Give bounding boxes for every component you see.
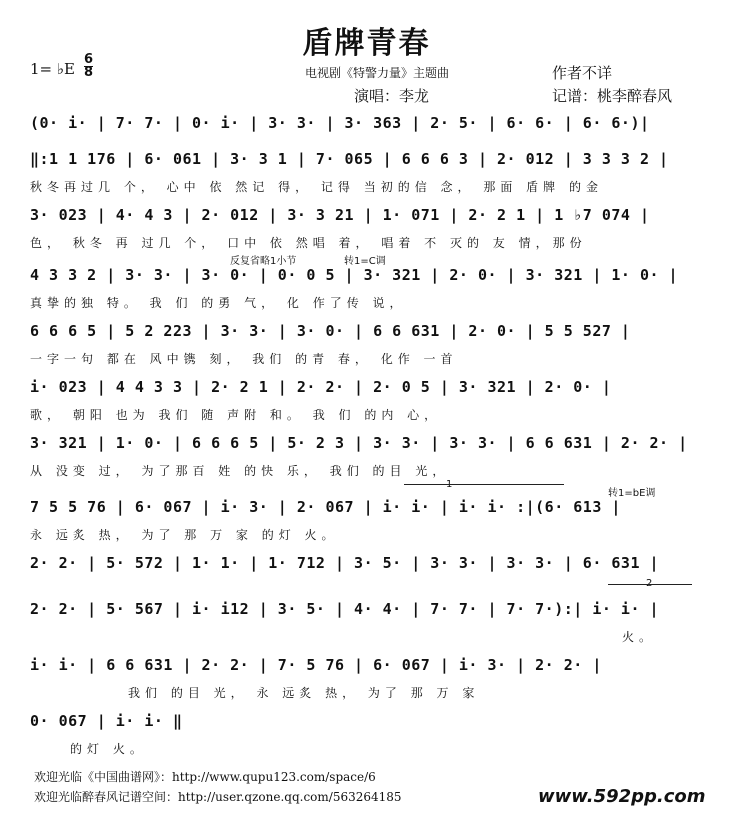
notes: 2· 2· | 5· 567 | i· i12 | 3· 5· | 4· 4· | 7· 7· | 7· 7·):| i· i· |: [30, 600, 660, 618]
notes: 4 3 3 2 | 3· 3· | 3· 0· | 0· 0 5 | 3· 321 | 2· 0· | 3· 321 | 1· 0· |: [30, 266, 679, 284]
score-line-6: [30, 378, 700, 440]
time-signature: [84, 54, 93, 79]
lyrics: 从 没变 过， 为了那百 姓 的快 乐， 我们 的目 光，: [30, 464, 450, 478]
lyrics: 真挚的独 特。 我 们 的勇 气， 化 作了传 说，: [30, 296, 407, 310]
score-line-2: [30, 150, 700, 212]
notes: ‖:1 1 176 | 6· 061 | 3· 3 1 | 7· 065 | 6 6 6 3 | 2· 012 | 3 3 3 2 |: [30, 150, 669, 168]
lyrics: 一字一句 都在 风中镌 刻， 我们 的青 春， 化作 一首: [30, 352, 458, 366]
notes: i· 023 | 4 4 3 3 | 2· 2 1 | 2· 2· | 2· 0 5 | 3· 321 | 2· 0· |: [30, 378, 612, 396]
volta-1-bracket: [404, 484, 564, 491]
lyrics: 色， 秋冬 再 过几 个， 口中 依 然唱 着， 唱着 不 灭的 友 情，那份: [30, 236, 587, 250]
composer: 作者不详: [552, 64, 613, 82]
lyrics: 歌， 朝阳 也为 我们 随 声附 和。 我 们 的内 心，: [30, 408, 442, 422]
notes: 6 6 6 5 | 5 2 223 | 3· 3· | 3· 0· | 6 6 631 | 2· 0· | 5 5 527 |: [30, 322, 631, 340]
notes: 3· 321 | 1· 0· | 6 6 6 5 | 5· 2 3 | 3· 3· | 3· 3· | 6 6 631 | 2· 2· |: [30, 434, 688, 452]
volta-2-bracket: [608, 584, 692, 591]
page-title: 盾牌青春: [302, 26, 431, 61]
subtitle: 电视剧《特警力量》主题曲: [305, 66, 450, 80]
volta-1-marker: 1: [446, 479, 453, 490]
footer-link-2[interactable]: 欢迎光临醉春风记谱空间：http://user.qzone.qq.com/563264185: [34, 790, 402, 804]
volta-2-marker: 2: [646, 578, 653, 589]
watermark-logo: www.592pp.com: [538, 786, 706, 807]
score-line-11: [30, 656, 700, 718]
notes: 2· 2· | 5· 572 | 1· 1· | 1· 712 | 3· 5· | 3· 3· | 3· 3· | 6· 631 |: [30, 554, 660, 572]
notes: 0· 067 | i· i· ‖: [30, 712, 183, 730]
arranger: 记谱：桃李醉春风: [552, 87, 673, 105]
notes: 7 5 5 76 | 6· 067 | i· 3· | 2· 067 | i· i· | i· i· :|(6· 613 |: [30, 498, 621, 516]
singer: 演唱：李龙: [354, 87, 430, 105]
modulation-be-annotation: 转1=bE调: [608, 488, 656, 499]
notes: i· i· | 6 6 631 | 2· 2· | 7· 5 76 | 6· 067 | i· 3· | 2· 2· |: [30, 656, 602, 674]
meter-bottom: 8: [84, 65, 94, 80]
score-line-7: [30, 434, 700, 496]
footer-link-1[interactable]: 欢迎光临《中国曲谱网》：http://www.qupu123.com/space/6: [34, 770, 376, 784]
score-line-4: [30, 266, 700, 328]
lyrics: 我们 的目 光， 永 远炙 热， 为了 那 万 家: [128, 686, 480, 700]
score-line-12: [30, 712, 700, 774]
lyrics: 永 远炙 热， 为了 那 万 家 的灯 火。: [30, 528, 339, 542]
modulation-c-annotation: 转1=C调: [344, 256, 386, 267]
key-signature: 1= ♭E: [30, 60, 75, 78]
lyrics: 火。: [622, 630, 657, 644]
lyrics: 的灯 火。: [70, 742, 147, 756]
score-line-8: [30, 498, 700, 560]
notes: (0· i· | 7· 7· | 0· i· | 3· 3· | 3· 363 | 2· 5· | 6· 6· | 6· 6·)|: [30, 114, 650, 132]
score-line-10: [30, 600, 700, 662]
lyrics: 秋冬再过几 个， 心中 依 然记 得， 记得 当初的信 念， 那面 盾牌 的金: [30, 180, 603, 194]
meter-top: 6: [84, 52, 94, 67]
score-line-5: [30, 322, 700, 384]
repeat-annotation: 反复省略1小节: [230, 256, 297, 267]
notes: 3· 023 | 4· 4 3 | 2· 012 | 3· 3 21 | 1· 071 | 2· 2 1 | 1 ♭7 074 |: [30, 206, 650, 224]
